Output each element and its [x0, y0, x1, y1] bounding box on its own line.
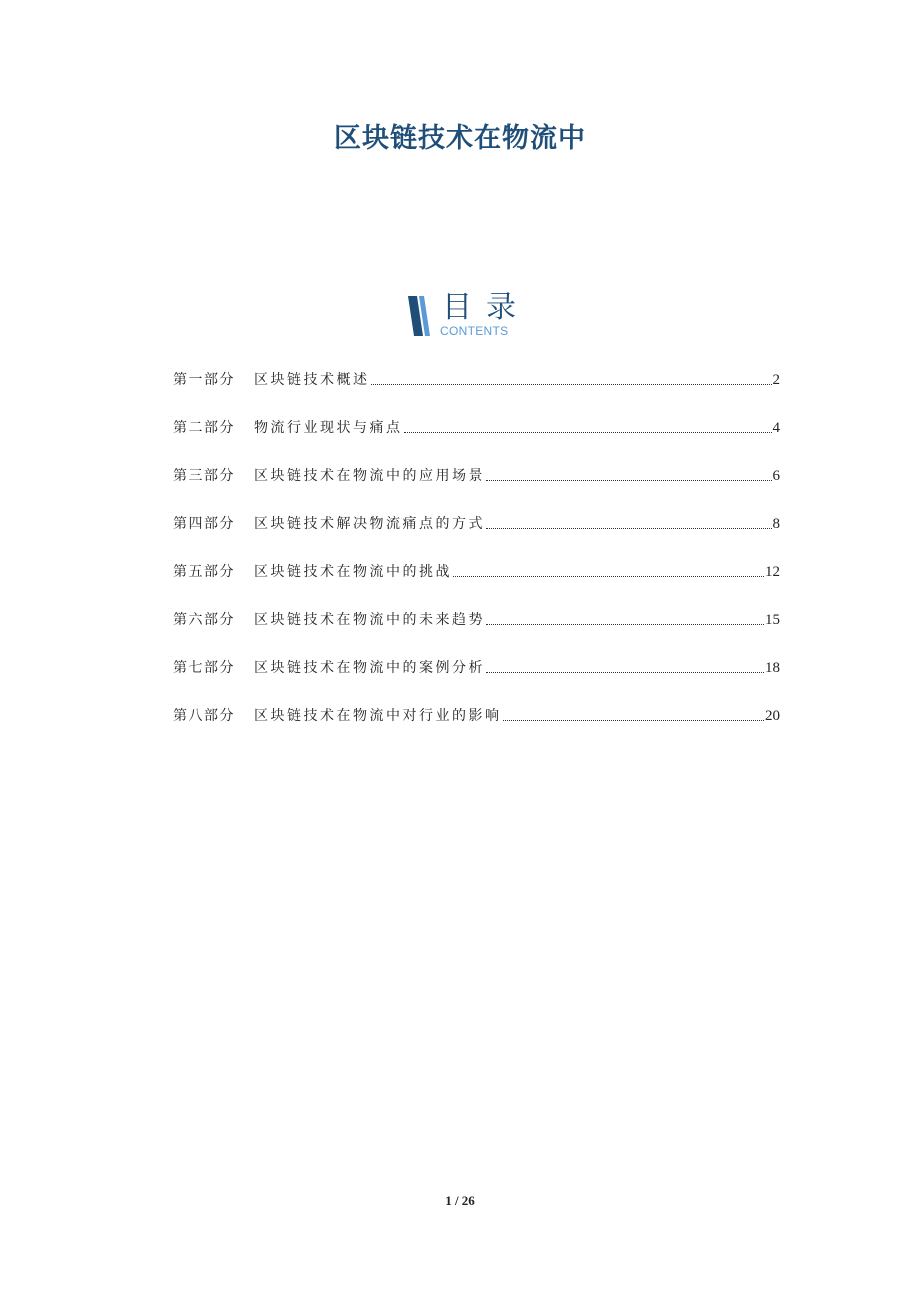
toc-subheading: CONTENTS [440, 324, 509, 338]
toc-entry-page: 20 [765, 708, 780, 724]
toc-header [408, 292, 528, 340]
toc-entry-part: 第四部分 [173, 516, 235, 532]
toc-entry-part: 第七部分 [173, 660, 235, 676]
toc-entry[interactable] [173, 606, 780, 630]
toc-entry-page: 8 [772, 516, 780, 532]
page-indicator: 1 / 26 [445, 1193, 475, 1208]
toc-entry-title: 区块链技术在物流中对行业的影响 [254, 708, 502, 724]
toc-dot-leader [503, 720, 765, 721]
toc-entry-title: 物流行业现状与痛点 [254, 420, 403, 436]
toc-entry-part: 第八部分 [173, 708, 235, 724]
toc-list [173, 366, 780, 750]
toc-dot-leader [486, 624, 764, 625]
toc-entry-part: 第六部分 [173, 612, 235, 628]
toc-dot-leader [486, 672, 764, 673]
toc-entry-part: 第一部分 [173, 372, 235, 388]
toc-dot-leader [371, 384, 772, 385]
toc-entry-part: 第三部分 [173, 468, 235, 484]
toc-entry-title: 区块链技术在物流中的未来趋势 [254, 612, 485, 628]
toc-entry[interactable] [173, 510, 780, 534]
toc-heading: 目录 [442, 290, 530, 325]
toc-entry-page: 6 [772, 468, 780, 484]
toc-dot-leader [404, 432, 772, 433]
toc-entry-title: 区块链技术在物流中的案例分析 [254, 660, 485, 676]
toc-entry-part: 第五部分 [173, 564, 235, 580]
toc-dot-leader [486, 528, 772, 529]
toc-entry-title: 区块链技术概述 [254, 372, 370, 388]
toc-entry-title: 区块链技术在物流中的应用场景 [254, 468, 485, 484]
toc-entry[interactable] [173, 702, 780, 726]
contents-logo-icon [408, 294, 434, 338]
toc-dot-leader [453, 576, 764, 577]
toc-entry-page: 15 [765, 612, 780, 628]
toc-entry-page: 2 [772, 372, 780, 388]
toc-entry-title: 区块链技术解决物流痛点的方式 [254, 516, 485, 532]
toc-entry[interactable] [173, 558, 780, 582]
toc-entry-title: 区块链技术在物流中的挑战 [254, 564, 452, 580]
toc-entry-page: 4 [772, 420, 780, 436]
toc-entry-part: 第二部分 [173, 420, 235, 436]
toc-entry[interactable] [173, 366, 780, 390]
toc-entry[interactable] [173, 462, 780, 486]
toc-entry-page: 12 [765, 564, 780, 580]
document-title: 区块链技术在物流中 [334, 123, 586, 154]
toc-entry[interactable] [173, 414, 780, 438]
toc-entry[interactable] [173, 654, 780, 678]
toc-entry-page: 18 [765, 660, 780, 676]
toc-dot-leader [486, 480, 772, 481]
